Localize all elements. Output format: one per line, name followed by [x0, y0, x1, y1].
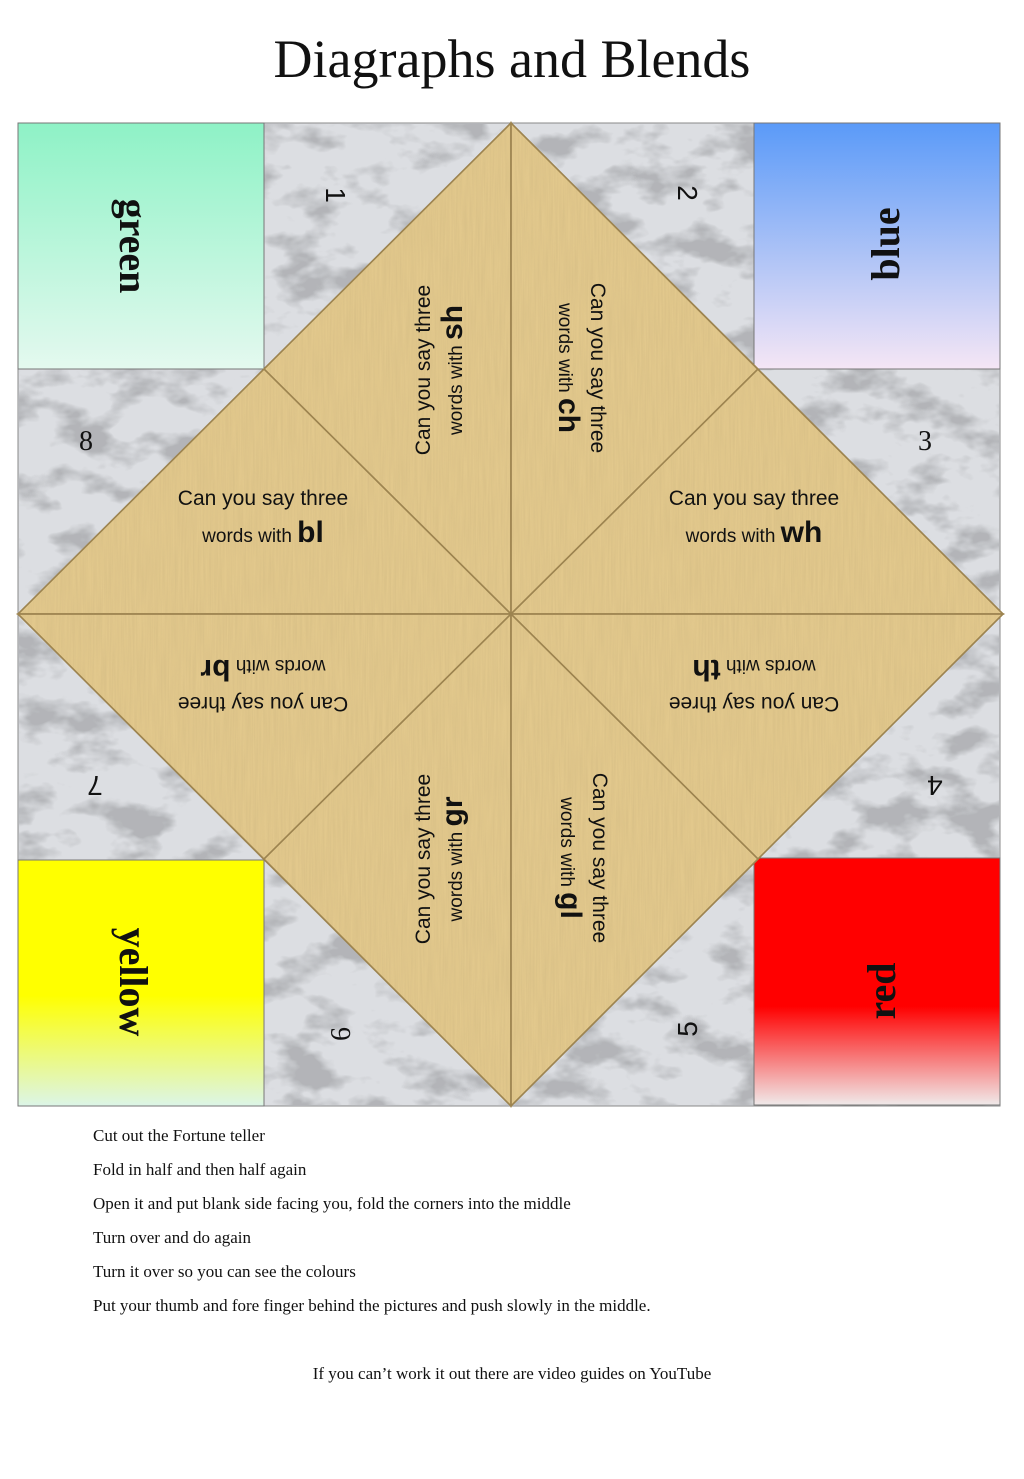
number-5: 5: [672, 1021, 703, 1037]
question-prefix: Can you say three: [412, 284, 435, 456]
number-3: 3: [918, 426, 932, 457]
instruction-6: Put your thumb and fore finger behind the pictures and push slowly in the middle.: [93, 1296, 651, 1315]
number-8: 8: [79, 426, 93, 457]
question-prefix: Can you say three: [668, 487, 840, 510]
question-suffix: words with: [446, 345, 467, 436]
blend-th: th: [692, 653, 721, 686]
blend-br: br: [200, 653, 231, 686]
blend-bl: bl: [297, 516, 324, 549]
blend-gl: gl: [554, 892, 587, 919]
question-suffix: words with: [685, 526, 776, 547]
footer-note: If you can’t work it out there are video guides on YouTube: [312, 1364, 712, 1383]
colour-label-blue: blue: [863, 207, 908, 281]
blend-ch: ch: [552, 398, 585, 434]
question-prefix: Can you say three: [177, 487, 349, 510]
instruction-5: Turn it over so you can see the colours: [93, 1262, 356, 1281]
colour-square-yellow[interactable]: [18, 860, 264, 1106]
number-2: 2: [672, 185, 703, 201]
question-prefix: Can you say three: [412, 773, 435, 945]
colour-label-yellow: yellow: [111, 927, 156, 1037]
instruction-3: Open it and put blank side facing you, fold the corners into the middle: [93, 1194, 571, 1213]
question-suffix: words with: [202, 526, 292, 547]
question-suffix: words with: [725, 655, 816, 676]
number-4: 4: [927, 770, 943, 801]
blend-wh: wh: [780, 516, 823, 549]
question-suffix: words with: [235, 655, 326, 676]
colour-square-green[interactable]: [18, 123, 264, 369]
question-suffix: words with: [446, 831, 467, 922]
instruction-1: Cut out the Fortune teller: [93, 1126, 265, 1145]
colour-label-red: red: [859, 962, 904, 1020]
instruction-2: Fold in half and then half again: [93, 1160, 307, 1179]
instruction-4: Turn over and do again: [93, 1228, 252, 1247]
question-prefix: Can you say three: [586, 282, 609, 454]
question-prefix: Can you say three: [668, 692, 840, 715]
question-prefix: Can you say three: [588, 772, 611, 944]
blend-sh: sh: [436, 304, 469, 340]
colour-label-green: green: [111, 198, 156, 294]
page-title: Diagraphs and Blends: [273, 29, 751, 89]
number-7: 7: [87, 770, 103, 801]
number-1: 1: [320, 187, 351, 203]
question-suffix: words with: [554, 302, 575, 393]
colour-square-red[interactable]: [754, 858, 1000, 1105]
question-suffix: words with: [556, 797, 577, 887]
number-6: 6: [326, 1027, 357, 1041]
colour-square-blue[interactable]: [754, 123, 1000, 369]
blend-gr: gr: [436, 796, 469, 827]
question-prefix: Can you say three: [177, 692, 349, 715]
